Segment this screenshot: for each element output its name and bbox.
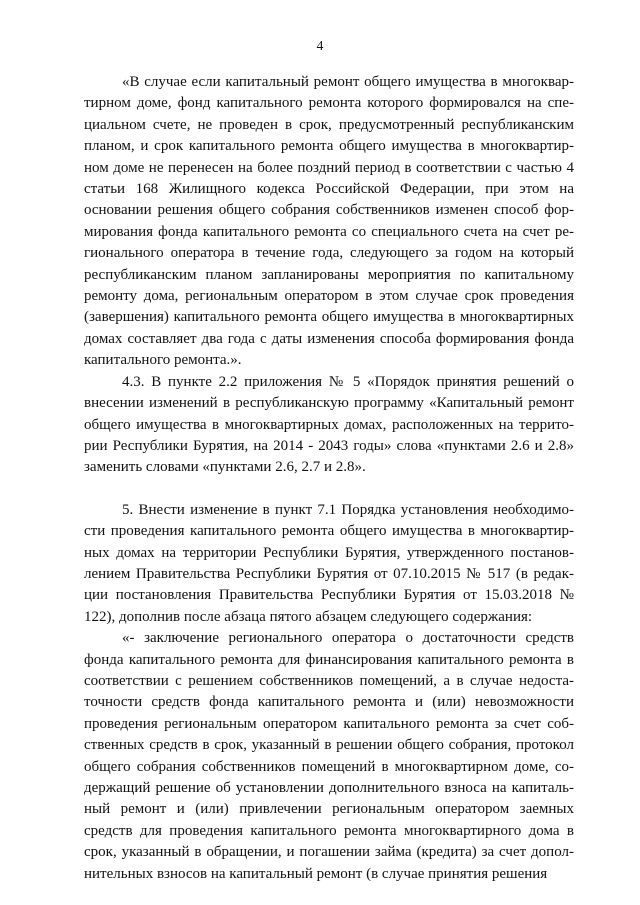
page-number: 4 xyxy=(316,38,324,53)
document-body xyxy=(84,72,574,885)
paragraph-quoted-amendment-capital-repair: «В случае если капитальный ремонт общего имущества в многоквартирном доме, фонд капитального ремонта которого формировался на специальном счете, не проведен в срок, предусмотренный республиканским планом, и срок капитального ремонта общего имущества в многоквартирном доме не перенесен на более поздний период в соответствии с частью 4 статьи 168 Жилищного кодекса Российской Федерации, при этом на основании решения общего собрания собственников изменен способ формирования фонда капитального ремонта со специального счета на счет регионального оператора в течение года, следующего за годом на который республиканским планом запланированы мероприятия по капитальному ремонту дома, региональным оператором в этом случае срок проведения (завершения) капитального ремонта общего имущества в многоквартирных домах составляет два года с даты изменения способа формирования фонда капитального ремонта.». xyxy=(84,74,574,369)
paragraph-clause-4-3: 4.3. В пункте 2.2 приложения № 5 «Порядок принятия решений о внесении изменений в республиканскую программу «Капитальный ремонт общего имущества в многоквартирных домах, расположенных на территории Республики Бурятия, на 2014 - 2043 годы» слова «пунктами 2.6 и 2.8» заменить словами «пунктами 2.6, 2.7 и 2.8». xyxy=(84,373,574,476)
paragraph-clause-5: 5. Внести изменение в пункт 7.1 Порядка установления необходимости проведения капитального ремонта общего имущества в многоквартирных домах на территории Республики Бурятия, утвержденного постановлением Правительства Республики Бурятия от 07.10.2015 № 517 (в редакции постановления Правительства Республики Бурятия от 15.03.2018 № 122), дополнив после абзаца пятого абзацем следующего содержания: xyxy=(84,501,574,625)
paragraph-quoted-regional-operator-conclusion: «- заключение регионального оператора о достаточности средств фонда капитального ремонта для финансирования капитального ремонта в соответствии с решением собственников помещений, а в случае недостаточности средств фонда капитального ремонта и (или) невозможности проведения региональным оператором капитального ремонта за счет собственных средств в срок, указанный в решении общего собрания, протокол общего собрания собственников помещений в многоквартирном доме, содержащий решение об установлении дополнительного взноса на капитальный ремонт и (или) привлечении региональным оператором заемных средств для проведения капитального ремонта многоквартирного дома в срок, указанный в обращении, и погашении займа (кредита) за счет дополнительных взносов на капитальный ремонт (в случае принятия решения xyxy=(84,630,574,882)
